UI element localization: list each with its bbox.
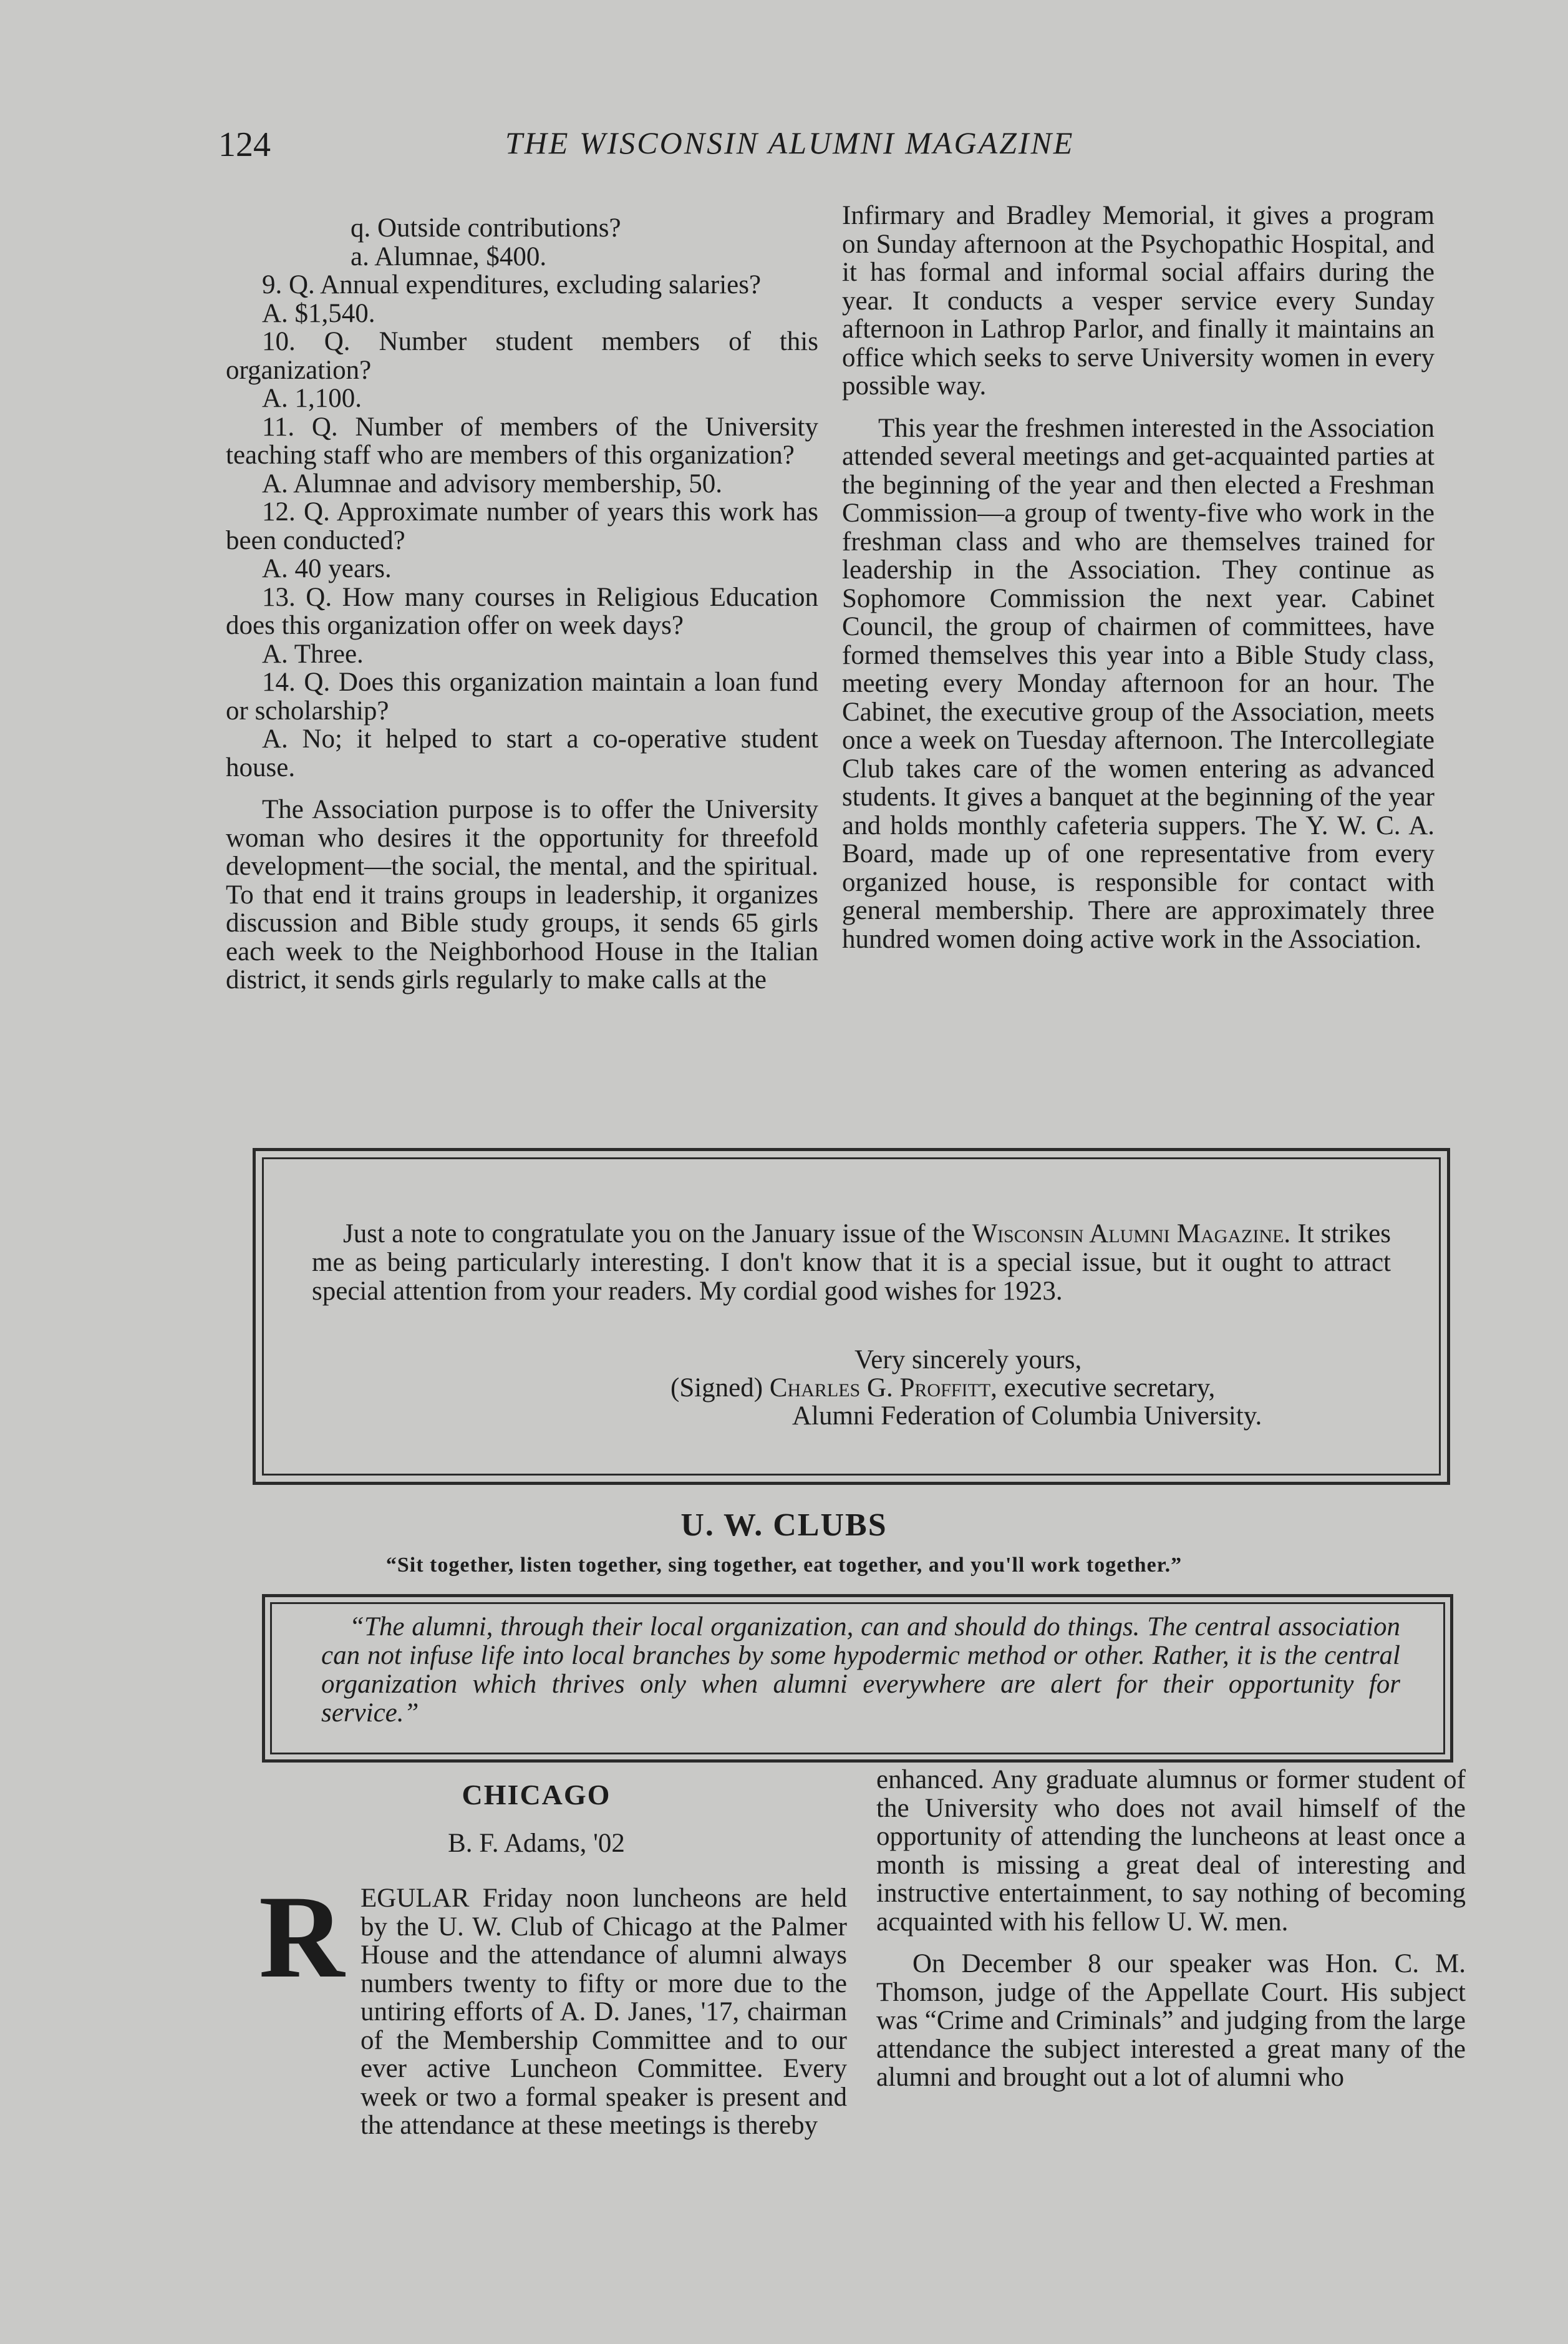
signer-name: Charles G. Proffitt [769, 1373, 991, 1403]
qa-question: 11. Q. Number of members of the University teaching staff who are members of this organization? [226, 412, 818, 470]
qa-question: 13. Q. How many courses in Religious Education does this organization offer on week days? [226, 582, 818, 640]
enhanced-paragraph: enhanced. Any graduate alumnus or former student of the University who does not avail himself of the opportunity of attending the luncheons at least once a month is missing a great deal of interesting and instructive entertainment, to say nothing of becoming acquainted with his fellow U. W. men. [876, 1765, 1466, 1937]
letter-text: Just a note to congratulate you on the January issue of the [343, 1219, 972, 1248]
qa-answer: A. 40 years. [262, 554, 392, 583]
qa-answer: A. 1,100. [262, 384, 362, 413]
right-column-bottom [876, 1766, 1466, 2092]
section-title: U. W. CLUBS [680, 1507, 888, 1543]
letter-box [253, 1148, 1450, 1485]
letter-body [312, 1220, 1391, 1306]
page-header [218, 125, 1441, 168]
drop-cap: R [259, 1872, 345, 2003]
letter-closing: Very sincerely yours, [854, 1345, 1082, 1374]
right-column-top [842, 202, 1435, 953]
qa-answer: A. Alumnae and advisory membership, 50. [262, 469, 723, 498]
qa-line: a. Alumnae, $400. [351, 241, 547, 271]
qa-answer: A. $1,540. [262, 298, 375, 328]
letter-signature [670, 1373, 1215, 1403]
page-number: 124 [218, 125, 271, 164]
quote-box [262, 1594, 1453, 1763]
quote-text: “The alumni, through their local organization, can and should do things. The central association can not infuse life into local branches by some hypodermic method or other. Rather, it is the central organization which thrives only when alumni everywhere are alert for their opportunity for service.” [321, 1612, 1400, 1728]
quote-text-block [321, 1613, 1400, 1728]
chicago-byline [249, 1828, 823, 1859]
section-motto: “Sit together, listen together, sing together, eat together, and you'll work together.” [385, 1554, 1183, 1577]
qa-answer: A. No; it helped to start a co-operative student house. [226, 724, 818, 782]
byline-text: B. F. Adams, '02 [448, 1829, 625, 1858]
signed-prefix: (Signed) [670, 1373, 763, 1403]
qa-question: 14. Q. Does this organization maintain a loan fund or scholarship? [226, 668, 818, 726]
qa-question: 10. Q. Number student members of this organization? [226, 327, 818, 385]
running-head: THE WISCONSIN ALUMNI MAGAZINE [505, 125, 1075, 160]
december-paragraph: On December 8 our speaker was Hon. C. M. Thomson, judge of the Appellate Court. His subject was “Crime and Criminals” and judging from the large attendance the subject interested a great many of the alumni and brought out a lot of alumni who [876, 1949, 1466, 2092]
qa-answer: A. Three. [262, 639, 364, 669]
left-column-bottom [259, 1872, 847, 2140]
qa-line: q. Outside contributions? [351, 213, 621, 243]
qa-question: 9. Q. Annual expenditures, excluding salaries? [262, 270, 762, 299]
left-column-top [226, 214, 818, 994]
magazine-name: Wisconsin Alumni Magazine [972, 1219, 1284, 1248]
freshmen-paragraph: This year the freshmen interested in the Association attended several meetings and get-acquainted parties at the beginning of the year and then elected a Freshman Commission—a group of twenty-five who work in the freshman class and who are themselves trained for leadership in the Association. They continue as Sophomore Commission the next year. Cabinet Council, the group of chairmen of committees, have formed themselves this year into a Bible Study class, meeting every Monday afternoon for an hour. The Cabinet, the executive group of the Association, meets once a week on Tuesday afternoon. The Intercollegiate Club takes care of the women entering as advanced students. It gives a banquet at the beginning of the year and holds monthly cafeteria suppers. The Y. W. C. A. Board, made up of one representative from every organized house, is responsible for contact with general membership. There are approximately three hundred women doing active work in the Association. [842, 413, 1435, 954]
signer-affiliation: Alumni Federation of Columbia University. [792, 1401, 1262, 1431]
luncheons-paragraph: EGULAR Friday noon luncheons are held by the U. W. Club of Chicago at the Palmer House and the attendance of alumni always numbers twenty to fifty or more due to the untiring efforts of A. D. Janes, '17, chairman of the Membership Committee and to our ever active Luncheon Committee. Every week or two a formal speaker is present and the attendance at these meetings is thereby [361, 1884, 847, 2140]
infirmary-paragraph: Infirmary and Bradley Memorial, it gives a program on Sunday afternoon at the Psychopathic Hospital, and it has formal and informal social affairs during the year. It conducts a vesper service every Sunday afternoon in Lathrop Parlor, and finally it maintains an office which seeks to serve University women in every possible way. [842, 201, 1435, 401]
chicago-heading: CHICAGO [462, 1779, 611, 1811]
signer-title: , executive secretary, [990, 1373, 1216, 1403]
qa-question: 12. Q. Approximate number of years this work has been conducted? [226, 497, 818, 555]
letter-text: . It strikes me as being particularly interesting. I don't know that it is a special issue, but it ought to attract special attention from your readers. My cordial good wishes for 1923. [312, 1219, 1391, 1306]
association-paragraph: The Association purpose is to offer the University woman who desires it the opportunity for threefold development—the social, the mental, and the spiritual. To that end it trains groups in leadership, it organizes discussion and Bible study groups, it sends 65 girls each week to the Neighborhood House in the Italian district, it sends girls regularly to make calls at the [226, 795, 818, 994]
